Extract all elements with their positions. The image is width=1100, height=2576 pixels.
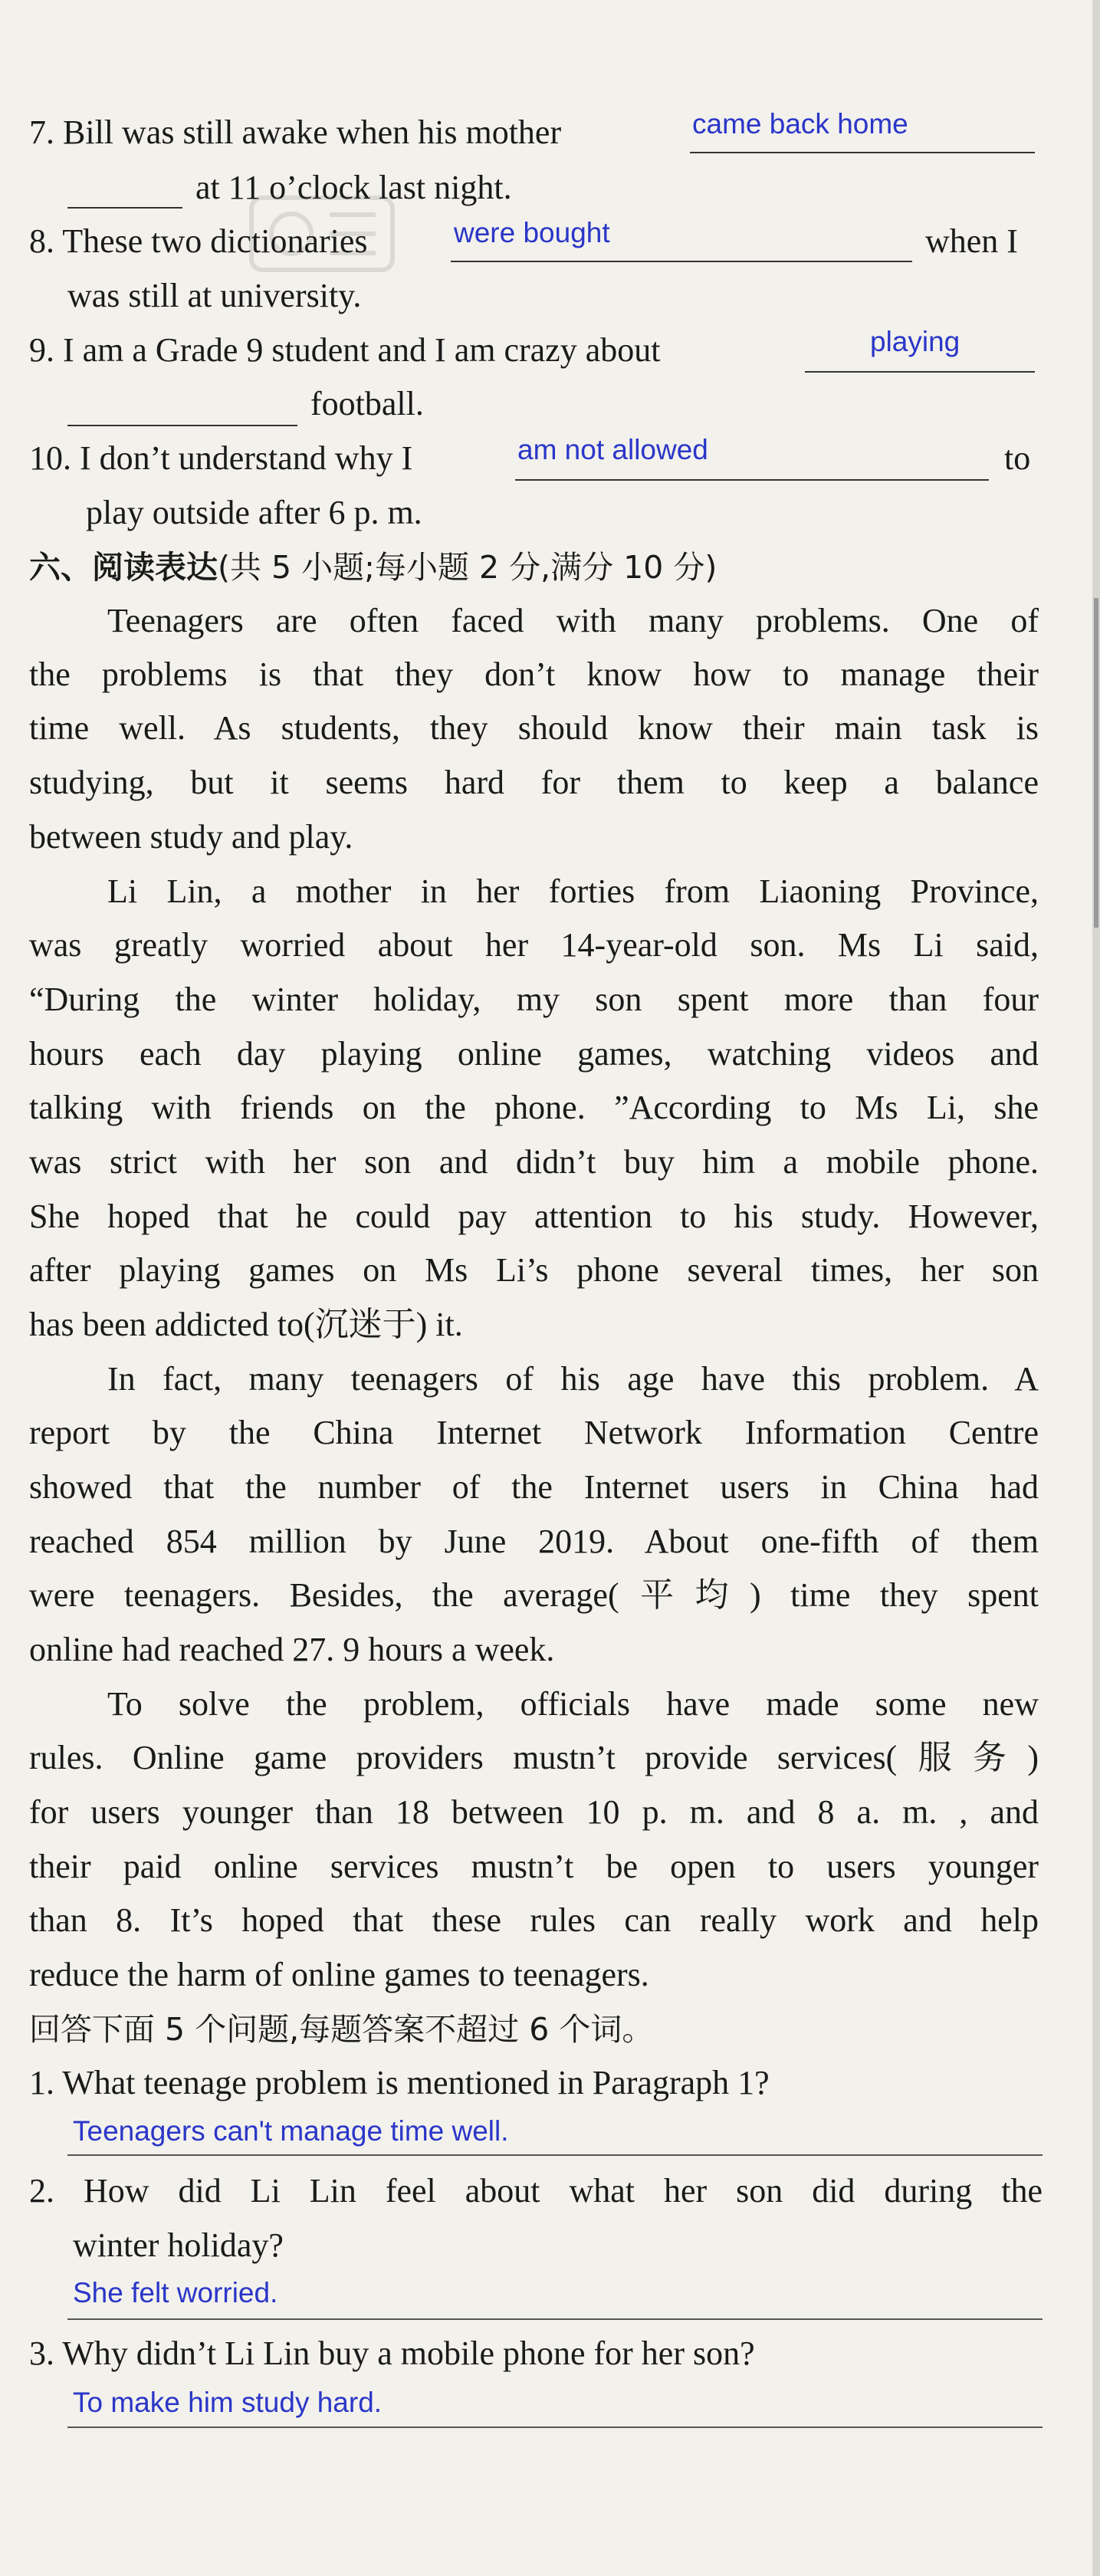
question-3-answer: To make him study hard. (73, 2387, 383, 2418)
passage-line: has been addicted to(沉迷于) it. (29, 1306, 463, 1343)
q8-text: 8. These two dictionaries (29, 222, 368, 260)
passage-line: Li Lin, a mother in her forties from Liaoning Province, (107, 872, 1039, 910)
question-1-text: 1. What teenage problem is mentioned in Paragraph 1? (29, 2064, 770, 2101)
passage-line: “During the winter holiday, my son spent more than four (29, 981, 1039, 1018)
passage-line: was strict with her son and didn’t buy him a mobile phone. (29, 1143, 1039, 1181)
q10-answer-blank (515, 479, 989, 481)
passage-line: between study and play. (29, 818, 353, 856)
question-1-answer: Teenagers can't manage time well. (73, 2115, 509, 2147)
q7-answer: came back home (692, 108, 908, 140)
section-header (29, 544, 717, 590)
passage-line: were teenagers. Besides, the average(平均) time they spent (29, 1576, 1039, 1614)
page-edge (1092, 0, 1100, 2576)
question-2-answer-line (67, 2318, 1043, 2320)
q7-text-cont: at 11 o’clock last night. (195, 169, 512, 206)
q7-answer-blank (690, 152, 1035, 153)
q8-answer: were bought (454, 217, 610, 248)
passage-line: talking with friends on the phone. ”According to Ms Li, she (29, 1089, 1039, 1126)
q7-answer-blank-cont (67, 207, 182, 209)
passage-line: for users younger than 18 between 10 p. m. and 8 a. m. , and (29, 1793, 1039, 1831)
section-title: 六、阅读表达 (29, 549, 218, 586)
passage-line: time well. As students, they should know their main task is (29, 709, 1039, 747)
passage-line: online had reached 27. 9 hours a week. (29, 1631, 555, 1668)
question-2-text: 2. How did Li Lin feel about what her son did during the (29, 2172, 1043, 2210)
q9-answer-blank (805, 371, 1035, 373)
passage-line: In fact, many teenagers of his age have this problem. A (107, 1360, 1039, 1398)
question-1-answer-line (67, 2154, 1043, 2156)
section-note: (共 5 小题;每小题 2 分,满分 10 分) (218, 549, 717, 586)
edge-mark (1094, 598, 1098, 928)
questions-instruction: 回答下面 5 个问题,每题答案不超过 6 个词。 (29, 2011, 654, 2048)
q10-text: 10. I don’t understand why I (29, 439, 413, 477)
passage-line: Teenagers are often faced with many problems. One of (107, 602, 1039, 639)
q10-text-cont: play outside after 6 p. m. (86, 494, 422, 531)
passage-line: after playing games on Ms Li’s phone several times, her son (29, 1251, 1039, 1289)
q10-answer: am not allowed (517, 434, 708, 465)
q9-text-cont: football. (310, 385, 424, 422)
passage-line: was greatly worried about her 14-year-old son. Ms Li said, (29, 926, 1039, 964)
question-2-answer: She felt worried. (73, 2277, 278, 2308)
passage-line: reduce the harm of online games to teenagers. (29, 1956, 649, 1993)
passage-line: studying, but it seems hard for them to keep a balance (29, 764, 1039, 801)
passage-line: the problems is that they don’t know how to manage their (29, 656, 1039, 693)
question-3-answer-line (67, 2426, 1043, 2428)
q8-text-cont: was still at university. (67, 277, 362, 314)
passage-line: than 8. It’s hoped that these rules can really work and help (29, 1901, 1039, 1939)
q9-answer: playing (870, 326, 960, 357)
passage-line: She hoped that he could pay attention to his study. However, (29, 1198, 1039, 1235)
passage-line: To solve the problem, officials have made some new (107, 1685, 1039, 1723)
passage-line: report by the China Internet Network Information Centre (29, 1414, 1039, 1451)
question-3-text: 3. Why didn’t Li Lin buy a mobile phone for her son? (29, 2334, 755, 2372)
q9-answer-blank-cont (67, 425, 297, 426)
passage-line: their paid online services mustn’t be open to users younger (29, 1848, 1039, 1885)
passage-line: showed that the number of the Internet users in China had (29, 1468, 1039, 1506)
passage-line: rules. Online game providers mustn’t provide services(服务) (29, 1739, 1039, 1776)
q8-answer-blank (451, 261, 912, 262)
passage-line: hours each day playing online games, watching videos and (29, 1035, 1039, 1073)
question-2-text-cont: winter holiday? (73, 2226, 284, 2264)
q9-text: 9. I am a Grade 9 student and I am crazy about (29, 331, 661, 369)
q8-text-after: when I (925, 222, 1018, 260)
q7-text: 7. Bill was still awake when his mother (29, 113, 562, 151)
passage-line: reached 854 million by June 2019. About one-fifth of them (29, 1523, 1039, 1560)
q10-text-after: to (1004, 439, 1031, 477)
